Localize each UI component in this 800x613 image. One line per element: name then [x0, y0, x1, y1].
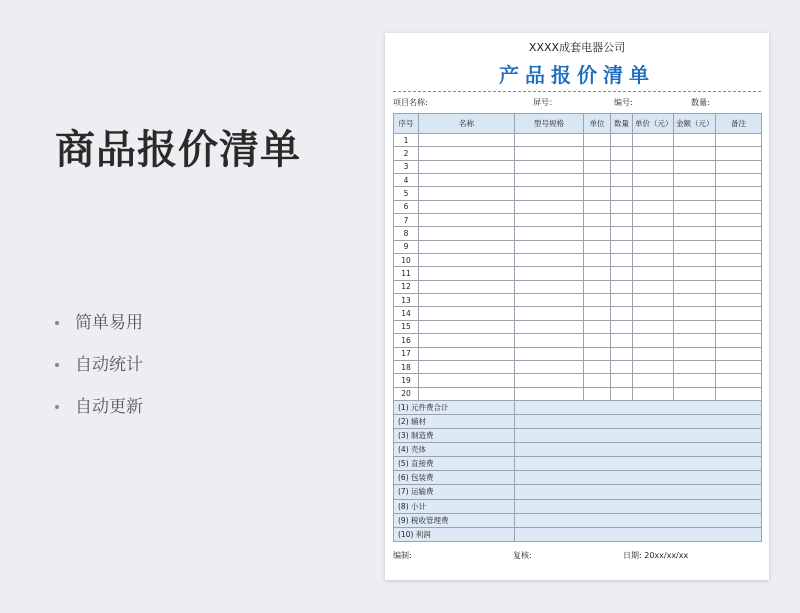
table-cell	[419, 307, 515, 320]
table-cell	[584, 174, 611, 187]
table-cell	[515, 360, 584, 373]
table-cell	[584, 160, 611, 173]
bullet-icon	[55, 321, 59, 325]
table-cell	[633, 200, 674, 213]
cost-row	[394, 527, 762, 541]
table-cell	[716, 174, 762, 187]
table-cell	[674, 254, 716, 267]
table-cell	[716, 160, 762, 173]
company-name: XXXX成套电器公司	[528, 41, 626, 54]
cost-value	[515, 485, 762, 499]
feature-label: 自动更新	[75, 397, 143, 417]
table-cell	[611, 227, 633, 240]
table-row	[394, 240, 762, 253]
table-cell	[716, 320, 762, 333]
table-cell	[419, 334, 515, 347]
table-row	[394, 360, 762, 373]
cost-label: (8) 小计	[394, 499, 515, 513]
table-cell	[674, 200, 716, 213]
row-number: 18	[394, 360, 419, 373]
cost-label: (5) 直接费	[394, 457, 515, 471]
table-row	[394, 320, 762, 333]
cost-row	[394, 471, 762, 485]
table-cell	[674, 307, 716, 320]
table-cell	[419, 267, 515, 280]
cost-value	[515, 471, 762, 485]
cost-value	[515, 429, 762, 443]
footer-editor: 编制:	[393, 551, 412, 560]
table-cell	[716, 280, 762, 293]
table-cell	[515, 240, 584, 253]
table-cell	[419, 147, 515, 160]
cost-row	[394, 485, 762, 499]
table-cell	[633, 187, 674, 200]
table-cell	[611, 374, 633, 387]
col-header: 名称	[419, 114, 515, 134]
table-row	[394, 227, 762, 240]
cost-label: (4) 壳体	[394, 443, 515, 457]
table-cell	[584, 320, 611, 333]
footer-date: 日期: 20xx/xx/xx	[623, 551, 689, 560]
table-cell	[716, 227, 762, 240]
table-cell	[716, 214, 762, 227]
cost-label: (3) 制造费	[394, 429, 515, 443]
cost-value	[515, 513, 762, 527]
table-cell	[716, 374, 762, 387]
table-cell	[611, 267, 633, 280]
table-cell	[584, 200, 611, 213]
info-project: 项目名称:	[393, 98, 428, 107]
col-header: 金额（元）	[674, 114, 716, 134]
table-cell	[633, 280, 674, 293]
bullet-icon	[55, 363, 59, 367]
table-row	[394, 200, 762, 213]
col-header: 型号规格	[515, 114, 584, 134]
table-cell	[419, 187, 515, 200]
table-cell	[674, 214, 716, 227]
table-cell	[515, 334, 584, 347]
table-cell	[716, 307, 762, 320]
table-cell	[515, 307, 584, 320]
table-cell	[584, 374, 611, 387]
table-header-row	[394, 114, 762, 134]
table-cell	[419, 347, 515, 360]
table-cell	[515, 147, 584, 160]
bullet-icon	[55, 405, 59, 409]
cost-row	[394, 443, 762, 457]
table-cell	[611, 360, 633, 373]
table-cell	[515, 160, 584, 173]
table-cell	[419, 240, 515, 253]
table-cell	[716, 360, 762, 373]
row-number: 11	[394, 267, 419, 280]
table-cell	[515, 227, 584, 240]
feature-item	[55, 353, 143, 395]
table-row	[394, 147, 762, 160]
table-cell	[584, 254, 611, 267]
quote-table	[393, 113, 762, 542]
table-cell	[674, 160, 716, 173]
row-number: 5	[394, 187, 419, 200]
row-number: 8	[394, 227, 419, 240]
table-cell	[419, 214, 515, 227]
table-cell	[716, 187, 762, 200]
table-cell	[611, 174, 633, 187]
table-cell	[515, 254, 584, 267]
table-cell	[633, 240, 674, 253]
table-row	[394, 334, 762, 347]
table-cell	[633, 254, 674, 267]
cost-label: (6) 包装费	[394, 471, 515, 485]
table-cell	[611, 307, 633, 320]
table-cell	[674, 334, 716, 347]
col-header: 单价（元）	[633, 114, 674, 134]
feature-label: 自动统计	[75, 355, 143, 375]
row-number: 15	[394, 320, 419, 333]
table-cell	[674, 347, 716, 360]
table-cell	[716, 147, 762, 160]
dashed-divider	[393, 91, 761, 92]
table-cell	[716, 254, 762, 267]
row-number: 7	[394, 214, 419, 227]
table-cell	[515, 174, 584, 187]
table-row	[394, 214, 762, 227]
table-cell	[674, 227, 716, 240]
row-number: 4	[394, 174, 419, 187]
table-cell	[584, 347, 611, 360]
table-cell	[716, 387, 762, 400]
table-cell	[584, 334, 611, 347]
table-cell	[419, 174, 515, 187]
quote-sheet	[385, 33, 769, 580]
table-cell	[584, 227, 611, 240]
row-number: 17	[394, 347, 419, 360]
info-screen: 屏号：	[533, 98, 557, 107]
table-cell	[419, 160, 515, 173]
table-cell	[584, 294, 611, 307]
table-cell	[515, 294, 584, 307]
cost-value	[515, 414, 762, 428]
table-row	[394, 387, 762, 400]
table-row	[394, 374, 762, 387]
table-cell	[674, 187, 716, 200]
row-number: 6	[394, 200, 419, 213]
table-cell	[419, 200, 515, 213]
table-cell	[674, 294, 716, 307]
table-cell	[633, 214, 674, 227]
table-cell	[611, 200, 633, 213]
cost-label: (2) 辅材	[394, 414, 515, 428]
table-cell	[633, 387, 674, 400]
feature-item	[55, 395, 143, 437]
table-cell	[716, 334, 762, 347]
table-cell	[515, 187, 584, 200]
table-cell	[419, 360, 515, 373]
feature-list	[55, 311, 143, 437]
table-cell	[716, 200, 762, 213]
table-cell	[633, 160, 674, 173]
table-cell	[584, 134, 611, 147]
table-cell	[419, 134, 515, 147]
table-cell	[515, 200, 584, 213]
table-cell	[611, 280, 633, 293]
table-row	[394, 280, 762, 293]
table-cell	[611, 254, 633, 267]
table-cell	[674, 147, 716, 160]
table-cell	[674, 360, 716, 373]
table-cell	[515, 374, 584, 387]
info-quantity: 数量:	[691, 98, 710, 107]
cost-value	[515, 400, 762, 414]
table-cell	[515, 214, 584, 227]
table-cell	[633, 374, 674, 387]
row-number: 9	[394, 240, 419, 253]
table-row	[394, 134, 762, 147]
table-cell	[584, 240, 611, 253]
cost-value	[515, 499, 762, 513]
table-cell	[611, 134, 633, 147]
row-number: 13	[394, 294, 419, 307]
table-cell	[584, 187, 611, 200]
table-cell	[674, 374, 716, 387]
row-number: 14	[394, 307, 419, 320]
table-cell	[611, 347, 633, 360]
table-cell	[419, 387, 515, 400]
table-cell	[674, 280, 716, 293]
col-header: 序号	[394, 114, 419, 134]
table-cell	[515, 267, 584, 280]
table-cell	[716, 240, 762, 253]
table-cell	[674, 387, 716, 400]
table-cell	[611, 387, 633, 400]
table-cell	[716, 347, 762, 360]
table-cell	[633, 294, 674, 307]
table-cell	[515, 387, 584, 400]
table-cell	[419, 227, 515, 240]
table-cell	[419, 374, 515, 387]
table-cell	[633, 334, 674, 347]
table-cell	[584, 360, 611, 373]
table-cell	[674, 174, 716, 187]
cost-row	[394, 499, 762, 513]
table-row	[394, 174, 762, 187]
table-cell	[419, 280, 515, 293]
table-cell	[674, 240, 716, 253]
col-header: 备注	[716, 114, 762, 134]
table-cell	[584, 147, 611, 160]
table-cell	[716, 294, 762, 307]
table-cell	[716, 134, 762, 147]
table-cell	[584, 387, 611, 400]
table-row	[394, 254, 762, 267]
cost-label: (1) 元件费合计	[394, 400, 515, 414]
table-cell	[633, 134, 674, 147]
table-row	[394, 267, 762, 280]
col-header: 单位	[584, 114, 611, 134]
table-cell	[633, 267, 674, 280]
table-cell	[584, 267, 611, 280]
cost-value	[515, 443, 762, 457]
table-row	[394, 307, 762, 320]
cost-label: (7) 运输费	[394, 485, 515, 499]
page-title: 商品报价清单	[55, 127, 301, 173]
footer-reviewer: 复核:	[513, 551, 532, 560]
row-number: 12	[394, 280, 419, 293]
cost-row	[394, 513, 762, 527]
cost-value	[515, 457, 762, 471]
table-cell	[611, 187, 633, 200]
sheet-title: 产品报价清单	[499, 63, 655, 87]
table-cell	[674, 320, 716, 333]
row-number: 1	[394, 134, 419, 147]
cost-value	[515, 527, 762, 541]
table-cell	[716, 267, 762, 280]
table-row	[394, 294, 762, 307]
row-number: 20	[394, 387, 419, 400]
table-cell	[633, 307, 674, 320]
table-cell	[584, 214, 611, 227]
table-cell	[584, 307, 611, 320]
cost-row	[394, 457, 762, 471]
row-number: 16	[394, 334, 419, 347]
row-number: 2	[394, 147, 419, 160]
table-cell	[419, 254, 515, 267]
table-cell	[611, 240, 633, 253]
row-number: 3	[394, 160, 419, 173]
row-number: 19	[394, 374, 419, 387]
table-cell	[419, 320, 515, 333]
cost-label: (9) 税收管理费	[394, 513, 515, 527]
table-cell	[633, 320, 674, 333]
cost-row	[394, 414, 762, 428]
table-cell	[515, 134, 584, 147]
table-cell	[515, 320, 584, 333]
info-code: 编号:	[614, 98, 633, 107]
table-row	[394, 347, 762, 360]
table-row	[394, 187, 762, 200]
table-row	[394, 160, 762, 173]
table-cell	[611, 334, 633, 347]
table-cell	[633, 227, 674, 240]
cost-row	[394, 429, 762, 443]
cost-label: (10) 利润	[394, 527, 515, 541]
table-cell	[611, 147, 633, 160]
table-cell	[674, 134, 716, 147]
table-cell	[611, 294, 633, 307]
table-cell	[515, 280, 584, 293]
table-cell	[633, 360, 674, 373]
table-cell	[633, 347, 674, 360]
table-cell	[611, 320, 633, 333]
table-cell	[584, 280, 611, 293]
table-cell	[611, 160, 633, 173]
table-cell	[611, 214, 633, 227]
col-header: 数量	[611, 114, 633, 134]
table-cell	[633, 174, 674, 187]
table-cell	[633, 147, 674, 160]
table-cell	[515, 347, 584, 360]
feature-item	[55, 311, 143, 353]
row-number: 10	[394, 254, 419, 267]
feature-label: 简单易用	[75, 313, 143, 333]
table-cell	[419, 294, 515, 307]
cost-row	[394, 400, 762, 414]
table-cell	[674, 267, 716, 280]
